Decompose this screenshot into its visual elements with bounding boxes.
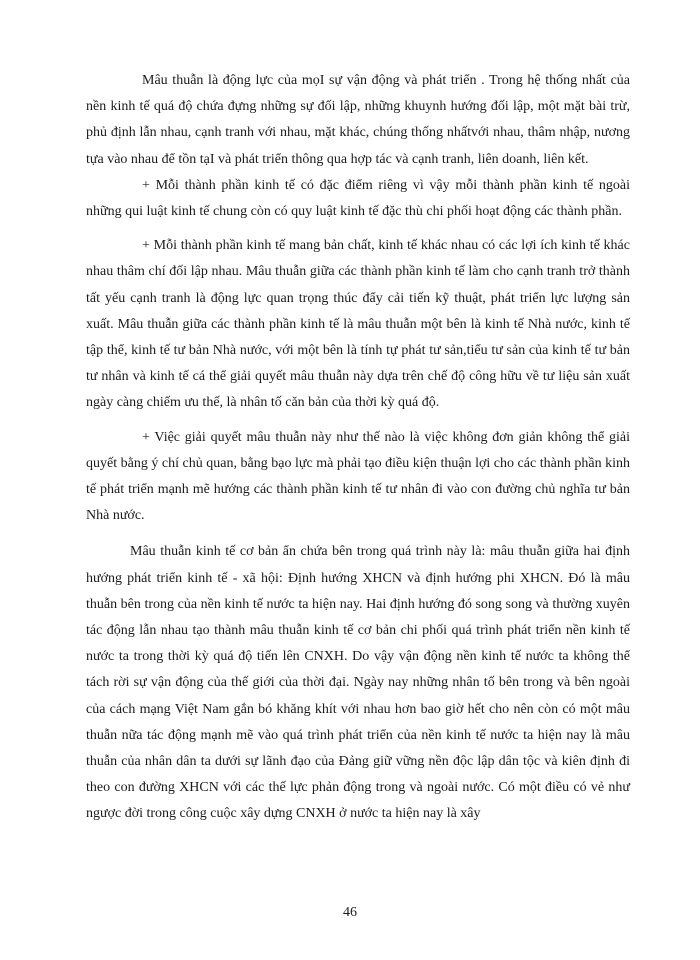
paragraph: + Việc giải quyết mâu thuẫn này như thế nào là việc không đơn giản không thể giải quyết bằng ý chí chủ quan, bằng bạo lực mà phải tạo điều kiện thuận lợi cho các thành phần kinh tế phát triển mạnh mẽ hướng các thành phần kinh tế tư nhân đi vào con đường chủ nghĩa tư bản Nhà nước.: [86, 429, 630, 524]
paragraph: + Mỗi thành phần kinh tế có đặc điểm riêng vì vậy mỗi thành phần kinh tế ngoài những qui luật kinh tế chung còn có quy luật kinh tế đặc thù chi phối hoạt động các thành phần.: [86, 177, 630, 220]
paragraph: Mâu thuẫn kinh tế cơ bản ẩn chứa bên trong quá trình này là: mâu thuẫn giữa hai định hướng phát triển kinh tế - xã hội: Định hướng XHCN và định hướng phi XHCN. Đó là mâu thuẫn bên trong của nền kinh tế nước ta hiện nay. Hai định hướng đó song song và thường xuyên tác động lẫn nhau tạo thành mâu thuẫn kinh tế cơ bản chi phối quá trình phát triển nền kinh tế nước ta trong thời kỳ quá độ tiến lên CNXH. Do vậy vận động nền kinh tế nước ta không thể tách rời sự vận động của thế giới của thời đại. Ngày nay những nhân tố bên trong và bên ngoài của cách mạng Việt Nam gắn bó khăng khít với nhau hơn bao giờ hết cho nên còn có một mâu thuẫn nữa tác động mạnh mẽ vào quá trình phát triển của nền kinh tế nước ta hiện nay là mâu thuẫn của nhân dân ta dưới sự lãnh đạo của Đảng giữ vững nền độc lập dân tộc và kiên định đi theo con đường XHCN với các thế lực phản động trong và ngoài nước. Có một điều có vẻ như ngược đời trong công cuộc xây dựng CNXH ở nước ta hiện nay là xây: [86, 544, 630, 822]
paragraph: + Mỗi thành phần kinh tế mang bản chất, kinh tế khác nhau có các lợi ích kinh tế khác nhau thâm chí đối lập nhau. Mâu thuẫn giữa các thành phần kinh tế làm cho cạnh tranh trở thành tất yếu cạnh tranh là động lực quan trọng thúc đẩy cải tiến kỹ thuật, phát triển lực lượng sản xuất. Mâu thuẫn giữa các thành phần kinh tế là mâu thuẫn một bên là kinh tế Nhà nước, kinh tế tập thể, kinh tế tư bản Nhà nước, với một bên là tính tự phát tư sản,tiểu tư sản của kinh tế tư bản tư nhân và kinh tế cá thể giải quyết mâu thuẫn này dựa trên chế độ công hữu về tư liệu sản xuất ngày càng chiếm ưu thế, là nhân tố căn bản của thời kỳ quá độ.: [86, 238, 630, 411]
page-number: 46: [343, 905, 357, 920]
body-text: [86, 68, 630, 836]
paragraph: Mâu thuẫn là động lực của mọI sự vận động và phát triển . Trong hệ thống nhất của nền kinh tế quá độ chứa đựng những sự đối lập, những khuynh hướng đối lập, một mặt bài trừ, phủ định lẫn nhau, cạnh tranh với nhau, mặt khác, chúng thống nhấtvới nhau, thâm nhập, nương tựa vào nhau để tồn tạI và phát triển thông qua hợp tác và cạnh tranh, liên doanh, liên kết.: [86, 73, 630, 167]
